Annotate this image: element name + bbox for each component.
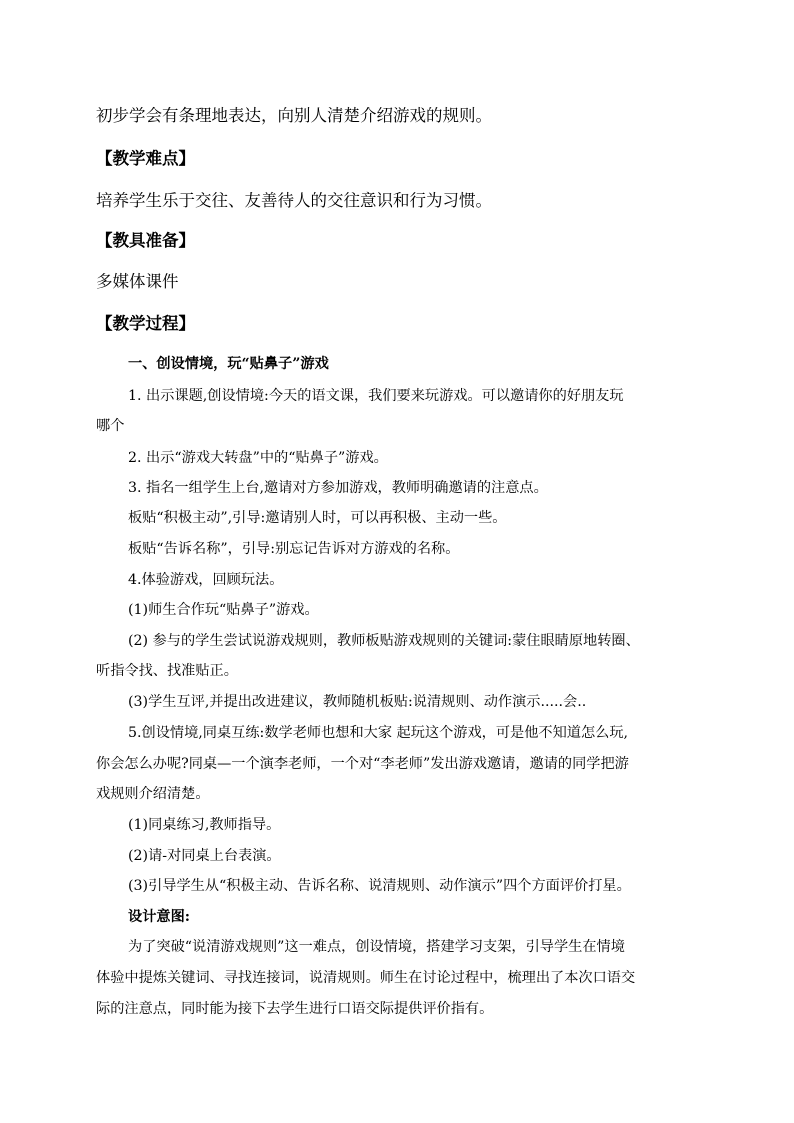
design-text-line-1: 为了突破“说清游戏规则”这一难点，创设情境，搭建学习支架，引导学生在情境 (128, 939, 625, 955)
tools-text: 多媒体课件 (96, 272, 179, 291)
step-4: 4.体验游戏，回顾玩法。 (128, 572, 284, 588)
design-text-line-3: 际的注意点，同时能为接下去学生进行口语交际提供评价指有。 (96, 1001, 494, 1017)
objective-text: 初步学会有条理地表达，向别人清楚介绍游戏的规则。 (96, 106, 492, 125)
step-5-item-2: (2)请-对同桌上台表演。 (128, 848, 281, 864)
step-3-note-2: 板贴“告诉名称”，引导:别忘记告诉对方游戏的名称。 (128, 541, 460, 557)
step-1-line-2: 哪个 (96, 418, 125, 434)
step-3: 3. 指名一组学生上台,邀请对方参加游戏，教师明确邀请的注意点。 (128, 480, 548, 496)
difficulty-heading: 【教学难点】 (96, 149, 195, 168)
section-title: 一、创设情境，玩“贴鼻子”游戏 (128, 356, 329, 372)
step-5-item-3: (3)引导学生从“积极主动、告诉名称、说清规则、动作演示”四个方面评价打星。 (128, 878, 631, 894)
difficulty-text: 培养学生乐于交往、友善待人的交往意识和行为习惯。 (96, 191, 492, 210)
step-5-line-1: 5.创设情境,同桌互练:数学老师也想和大家 起玩这个游戏，可是他不知道怎么玩, (128, 725, 629, 741)
step-1-line-1: 1. 出示课题,创设情境:今天的语文课，我们要来玩游戏。可以邀请你的好朋友玩 (128, 388, 624, 404)
process-heading: 【教学过程】 (96, 314, 195, 333)
step-4-item-1: (1)师生合作玩“贴鼻子”游戏。 (128, 602, 319, 618)
tools-heading: 【教具准备】 (96, 231, 195, 250)
step-2: 2. 出示“游戏大转盘”中的“贴鼻子”游戏。 (128, 450, 388, 466)
step-3-note-1: 板贴“积极主动”,引导:邀请别人时，可以再积极、主动一些。 (128, 510, 507, 526)
step-5-item-1: (1)同桌练习,教师指导。 (128, 817, 281, 833)
design-text-line-2: 体验中提炼关键词、寻找连接词，说清规则。师生在讨论过程中，梳理出了本次口语交 (96, 970, 636, 986)
step-4-item-3: (3)学生互评,并提出改进建议，教师随机板贴:说清规则、动作演示.....会.. (128, 694, 587, 710)
step-5-line-3: 戏规则介绍清楚。 (96, 786, 210, 802)
step-5-line-2: 你会怎么办呢?同桌—一个演李老师，一个对“李老师”发出游戏邀请，邀请的同学把游 (96, 756, 629, 772)
step-4-item-2-line-2: 听指令找、找准贴正。 (96, 663, 238, 679)
design-heading: 设计意图: (128, 909, 190, 925)
step-4-item-2-line-1: (2) 参与的学生尝试说游戏规则，教师板贴游戏规则的关键词:蒙住眼睛原地转圈、 (128, 633, 640, 649)
